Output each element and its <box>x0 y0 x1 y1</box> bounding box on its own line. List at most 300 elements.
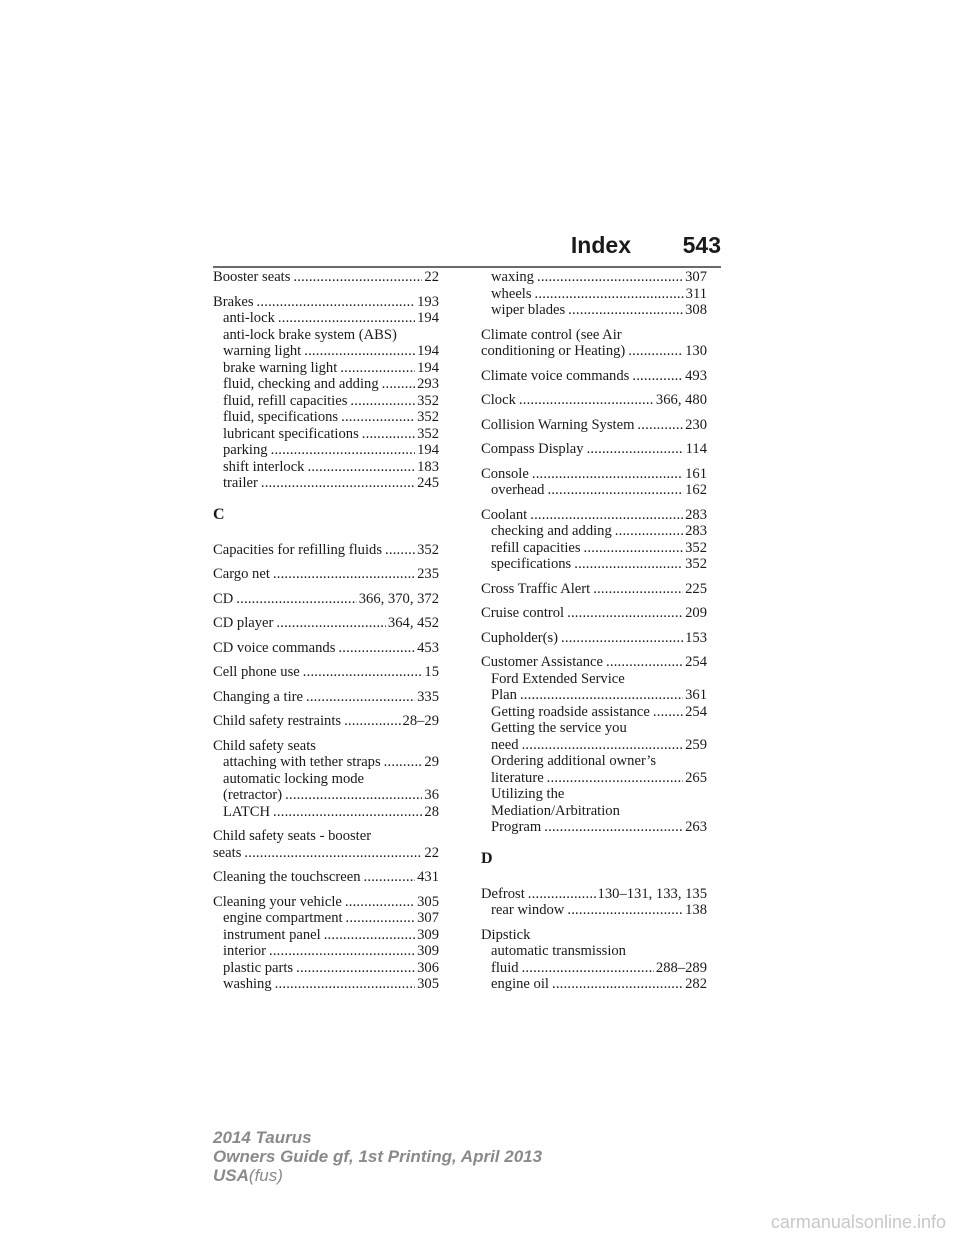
index-term: Ordering additional owner’s <box>491 753 657 769</box>
dot-leader <box>547 770 683 787</box>
page-reference: 194 <box>417 359 439 376</box>
footer-region-extra: (fus) <box>248 1166 283 1185</box>
index-term: anti-lock <box>223 310 275 326</box>
index-line <box>213 566 439 583</box>
index-line <box>223 459 439 476</box>
dot-leader <box>628 343 683 360</box>
index-entry <box>481 441 707 458</box>
index-line <box>491 902 707 919</box>
page-reference: 364, 452 <box>387 615 439 631</box>
index-entry <box>481 581 707 598</box>
index-entry <box>213 294 439 492</box>
page-reference: 453 <box>417 639 439 656</box>
dot-leader <box>296 960 415 977</box>
dot-leader <box>344 713 400 730</box>
page-number: 543 <box>682 232 721 258</box>
index-term: Compass Display <box>481 441 584 457</box>
dot-leader <box>269 943 415 960</box>
dot-leader <box>568 302 683 319</box>
index-line <box>223 927 439 944</box>
index-term: rear window <box>491 902 565 918</box>
page-reference: 114 <box>685 441 707 457</box>
index-term: Collision Warning System <box>481 416 635 433</box>
index-term: Cargo net <box>213 566 270 582</box>
index-term: Dipstick <box>481 926 531 943</box>
index-line <box>223 310 439 327</box>
index-subentry <box>223 960 439 977</box>
index-column-right <box>481 269 707 1001</box>
page-reference: 138 <box>685 902 707 918</box>
dot-leader <box>522 960 654 977</box>
index-line <box>481 466 707 483</box>
section-letter: D <box>481 849 493 867</box>
index-line <box>481 343 707 360</box>
index-line <box>213 869 439 886</box>
index-term: Clock <box>481 392 516 408</box>
index-entry <box>213 664 439 681</box>
index-term: Console <box>481 465 529 482</box>
index-entry <box>481 630 707 647</box>
index-entry <box>213 566 439 583</box>
page-reference: 307 <box>417 910 439 926</box>
index-term: wheels <box>491 285 532 302</box>
index-entry <box>213 640 439 657</box>
index-line <box>223 327 439 344</box>
dot-leader <box>632 368 683 385</box>
footer-region-code: USA <box>213 1166 249 1185</box>
index-line <box>223 376 439 393</box>
index-term: refill capacities <box>491 539 581 556</box>
index-term: Child safety restraints <box>213 713 342 729</box>
index-term: Utilizing the <box>491 786 565 802</box>
index-line <box>491 540 707 557</box>
index-term: specifications <box>491 556 572 572</box>
index-subentry <box>491 704 707 721</box>
index-term: overhead <box>491 482 545 498</box>
index-term: Brakes <box>213 293 254 310</box>
index-subentries <box>481 523 707 573</box>
index-subentries <box>481 671 707 836</box>
index-term: Cell phone use <box>213 664 300 680</box>
page-reference: 352 <box>417 541 439 558</box>
dot-leader <box>382 376 415 393</box>
page-reference: 183 <box>417 458 439 475</box>
index-term: Program <box>491 819 542 835</box>
page-reference: 282 <box>685 976 707 992</box>
index-entry <box>481 927 707 993</box>
dot-leader <box>275 976 415 993</box>
index-subentry <box>491 671 707 704</box>
page-reference: 28–29 <box>402 713 439 729</box>
index-subentry <box>223 976 439 993</box>
dot-leader <box>236 591 356 608</box>
index-term: Child safety seats <box>213 737 316 754</box>
page-reference: 265 <box>685 769 707 786</box>
index-subentry <box>223 310 439 327</box>
index-subentries <box>213 910 439 993</box>
index-entry <box>481 605 707 622</box>
page-reference: 311 <box>685 285 707 302</box>
index-line <box>213 542 439 559</box>
index-term: Cupholder(s) <box>481 629 559 646</box>
page-reference: 22 <box>424 269 439 285</box>
index-entry <box>481 269 707 319</box>
dot-leader <box>561 630 683 647</box>
dot-leader <box>544 819 683 836</box>
index-subentries <box>213 754 439 820</box>
index-term: Plan <box>491 687 517 703</box>
index-line <box>223 787 439 804</box>
dot-leader <box>261 475 415 492</box>
index-subentry <box>491 540 707 557</box>
footer-region <box>213 1166 542 1185</box>
index-term: Getting roadside assistance <box>491 703 650 720</box>
index-entry <box>481 368 707 385</box>
index-term: Climate voice commands <box>481 367 630 384</box>
index-term: need <box>491 736 519 753</box>
index-term: engine compartment <box>223 910 343 926</box>
page-reference: 293 <box>417 376 439 392</box>
page-reference: 259 <box>685 736 707 753</box>
index-subentry <box>223 393 439 410</box>
index-term: Ford Extended Service <box>491 670 625 687</box>
index-line <box>223 771 439 788</box>
index-term: instrument panel <box>223 926 321 943</box>
index-term: warning light <box>223 343 302 359</box>
dot-leader <box>364 869 416 886</box>
page-reference: 15 <box>424 664 439 680</box>
index-line <box>491 786 707 803</box>
index-term: Climate control (see Air <box>481 326 622 343</box>
index-subentry <box>223 771 439 804</box>
dot-leader <box>384 754 423 771</box>
index-term: fluid, refill capacities <box>223 392 348 409</box>
index-line <box>491 976 707 993</box>
index-subentry <box>223 910 439 927</box>
page-reference: 366, 370, 372 <box>358 590 439 607</box>
index-subentry <box>223 754 439 771</box>
index-term: Cleaning your vehicle <box>213 893 342 910</box>
index-line <box>491 687 707 704</box>
index-line <box>481 368 707 385</box>
index-term: Defrost <box>481 885 525 902</box>
index-line <box>481 886 707 903</box>
page-reference: 254 <box>685 654 707 670</box>
index-line <box>223 360 439 377</box>
watermark: carmanualsonline.info <box>770 1212 946 1232</box>
index-term: Capacities for refilling fluids <box>213 541 382 558</box>
page-reference: 235 <box>417 566 439 582</box>
index-line <box>491 286 707 303</box>
index-term: brake warning light <box>223 359 338 376</box>
index-term: wiper blades <box>491 302 566 318</box>
index-line <box>223 976 439 993</box>
index-line <box>213 269 439 286</box>
index-line <box>223 409 439 426</box>
dot-leader <box>537 269 683 286</box>
index-subentry <box>223 442 439 459</box>
page-reference: 308 <box>685 302 707 318</box>
index-term: interior <box>223 943 266 959</box>
page-reference: 230 <box>685 416 707 433</box>
index-line <box>491 803 707 820</box>
dot-leader <box>519 392 654 409</box>
dot-leader <box>522 737 684 754</box>
page-reference: 194 <box>417 310 439 326</box>
index-line <box>491 720 707 737</box>
index-term: Booster seats <box>213 269 291 285</box>
index-entry <box>481 886 707 919</box>
index-line <box>491 556 707 573</box>
index-term: fluid <box>491 959 519 976</box>
index-heading <box>481 927 707 944</box>
index-line <box>481 441 707 458</box>
index-term: (retractor) <box>223 787 283 803</box>
index-term: lubricant specifications <box>223 425 359 442</box>
index-term: automatic locking mode <box>223 770 365 787</box>
index-entry <box>481 327 707 360</box>
index-subentry <box>223 376 439 393</box>
index-line <box>481 630 707 647</box>
dot-leader <box>567 902 683 919</box>
index-entry <box>481 654 707 836</box>
index-subentry <box>223 409 439 426</box>
index-term: waxing <box>491 269 534 285</box>
page-reference: 352 <box>417 409 439 425</box>
dot-leader <box>606 654 683 671</box>
index-term: anti-lock brake system (ABS) <box>223 326 397 343</box>
dot-leader <box>285 787 422 804</box>
index-subentry <box>491 943 707 976</box>
dot-leader <box>520 687 683 704</box>
index-line <box>223 910 439 927</box>
index-entry <box>213 542 439 559</box>
dot-leader <box>307 459 415 476</box>
index-term: automatic transmission <box>491 943 626 959</box>
dot-leader <box>273 804 422 821</box>
index-entry <box>213 269 439 286</box>
index-term: Customer Assistance <box>481 654 604 670</box>
dot-leader <box>362 426 415 443</box>
index-term: plastic parts <box>223 959 294 976</box>
dot-leader <box>345 894 415 911</box>
index-subentries <box>213 310 439 492</box>
index-entry <box>213 869 439 886</box>
page-reference: 361 <box>685 687 707 703</box>
page-reference: 225 <box>685 580 707 597</box>
dot-leader <box>552 976 683 993</box>
index-subentry <box>491 302 707 319</box>
dot-leader <box>324 927 415 944</box>
index-entry <box>481 417 707 434</box>
index-entry <box>213 591 439 608</box>
footer-edition: Owners Guide gf, 1st Printing, April 2013 <box>213 1147 543 1166</box>
index-line <box>223 804 439 821</box>
page-reference: 309 <box>417 926 439 943</box>
index-line <box>491 943 707 960</box>
index-line <box>223 442 439 459</box>
page-reference: 309 <box>417 943 439 959</box>
index-subentries <box>481 269 707 319</box>
index-line <box>491 671 707 688</box>
index-line <box>491 269 707 286</box>
dot-leader <box>532 466 683 483</box>
dot-leader <box>304 343 415 360</box>
index-subentry <box>223 943 439 960</box>
dot-leader <box>278 310 415 327</box>
index-term: conditioning or Heating) <box>481 343 626 359</box>
index-line <box>223 754 439 771</box>
index-line <box>481 654 707 671</box>
page-reference: 263 <box>685 819 707 835</box>
page-reference: 335 <box>417 688 439 705</box>
index-term: Coolant <box>481 506 528 523</box>
document-footer <box>213 1128 542 1185</box>
index-subentries <box>481 943 707 993</box>
dot-leader <box>338 640 415 657</box>
page-reference: 288–289 <box>655 959 707 976</box>
index-entry <box>481 392 707 409</box>
page-reference: 305 <box>417 976 439 992</box>
page-reference: 493 <box>685 367 707 384</box>
index-entry <box>213 738 439 821</box>
index-term: checking and adding <box>491 523 612 539</box>
index-term: attaching with tether straps <box>223 754 381 770</box>
page-reference: 254 <box>685 703 707 720</box>
page-reference: 194 <box>417 343 439 359</box>
dot-leader <box>535 286 684 303</box>
dot-leader <box>547 482 683 499</box>
index-subentry <box>491 523 707 540</box>
index-subentry <box>491 556 707 573</box>
index-subentry <box>491 269 707 286</box>
page-reference: 283 <box>685 506 707 523</box>
index-line <box>213 640 439 657</box>
page-reference: 22 <box>424 844 439 861</box>
index-line <box>213 591 439 608</box>
page-reference: 194 <box>417 442 439 458</box>
dot-leader <box>653 704 683 721</box>
index-term: CD player <box>213 615 274 631</box>
index-column-left <box>213 269 439 1001</box>
index-term: engine oil <box>491 976 549 992</box>
dot-leader <box>637 417 683 434</box>
page-reference: 283 <box>685 523 707 539</box>
index-term: washing <box>223 976 272 992</box>
dot-leader <box>385 542 415 559</box>
index-line <box>491 753 707 770</box>
page-reference: 306 <box>417 959 439 976</box>
index-line <box>481 507 707 524</box>
index-line <box>213 845 439 862</box>
page-reference: 305 <box>417 893 439 910</box>
index-line <box>213 664 439 681</box>
index-term: Getting the service you <box>491 720 627 736</box>
index-term: fluid, checking and adding <box>223 376 379 392</box>
dot-leader <box>273 566 415 583</box>
page-reference: 130 <box>685 343 707 359</box>
dot-leader <box>341 409 415 426</box>
page-reference: 36 <box>424 787 439 803</box>
index-subentry <box>491 786 707 836</box>
dot-leader <box>530 507 683 524</box>
index-entry <box>213 689 439 706</box>
page-reference: 29 <box>424 754 439 770</box>
index-subentry <box>491 720 707 753</box>
page-reference: 352 <box>417 425 439 442</box>
index-term: parking <box>223 442 268 458</box>
index-subentry <box>223 475 439 492</box>
index-term: Cleaning the touchscreen <box>213 869 361 885</box>
index-line <box>213 713 439 730</box>
index-line <box>491 819 707 836</box>
page-header <box>213 226 721 268</box>
index-line <box>491 523 707 540</box>
index-entry <box>213 894 439 993</box>
index-term: Child safety seats - booster <box>213 828 372 844</box>
index-subentry <box>491 976 707 993</box>
index-line <box>223 393 439 410</box>
index-term: fluid, specifications <box>223 409 339 425</box>
dot-leader <box>306 689 415 706</box>
dot-leader <box>615 523 683 540</box>
dot-leader <box>574 556 683 573</box>
index-line <box>491 737 707 754</box>
page-reference: 161 <box>685 465 707 482</box>
index-subentry <box>223 327 439 360</box>
page-reference: 352 <box>685 539 707 556</box>
index-subentry <box>223 426 439 443</box>
page-reference: 307 <box>685 269 707 285</box>
index-term: literature <box>491 769 544 786</box>
index-line <box>491 482 707 499</box>
section-title: Index <box>570 232 631 258</box>
index-line <box>213 294 439 311</box>
page-reference: 153 <box>685 629 707 646</box>
index-line <box>223 343 439 360</box>
index-subentry <box>491 902 707 919</box>
index-line <box>223 426 439 443</box>
index-line <box>491 770 707 787</box>
page-reference: 431 <box>417 869 439 885</box>
page-reference: 245 <box>417 475 439 491</box>
index-subentry <box>491 753 707 786</box>
index-line <box>481 392 707 409</box>
dot-leader <box>584 540 684 557</box>
index-heading <box>213 738 439 755</box>
index-line <box>213 689 439 706</box>
dot-leader <box>587 441 684 458</box>
index-line <box>213 894 439 911</box>
index-entry <box>213 828 439 861</box>
index-entry <box>213 615 439 632</box>
index-term: LATCH <box>223 803 271 820</box>
index-entry <box>481 466 707 499</box>
dot-leader <box>346 910 416 927</box>
index-term: Changing a tire <box>213 688 303 705</box>
dot-leader <box>293 269 422 286</box>
index-line <box>481 327 707 344</box>
index-line <box>481 605 707 622</box>
index-line <box>213 828 439 845</box>
index-term: CD <box>213 590 234 607</box>
index-subentries <box>481 902 707 919</box>
dot-leader <box>350 393 415 410</box>
index-term: Cruise control <box>481 605 565 621</box>
page-reference: 28 <box>424 803 439 820</box>
index-subentry <box>491 286 707 303</box>
dot-leader <box>567 605 683 622</box>
